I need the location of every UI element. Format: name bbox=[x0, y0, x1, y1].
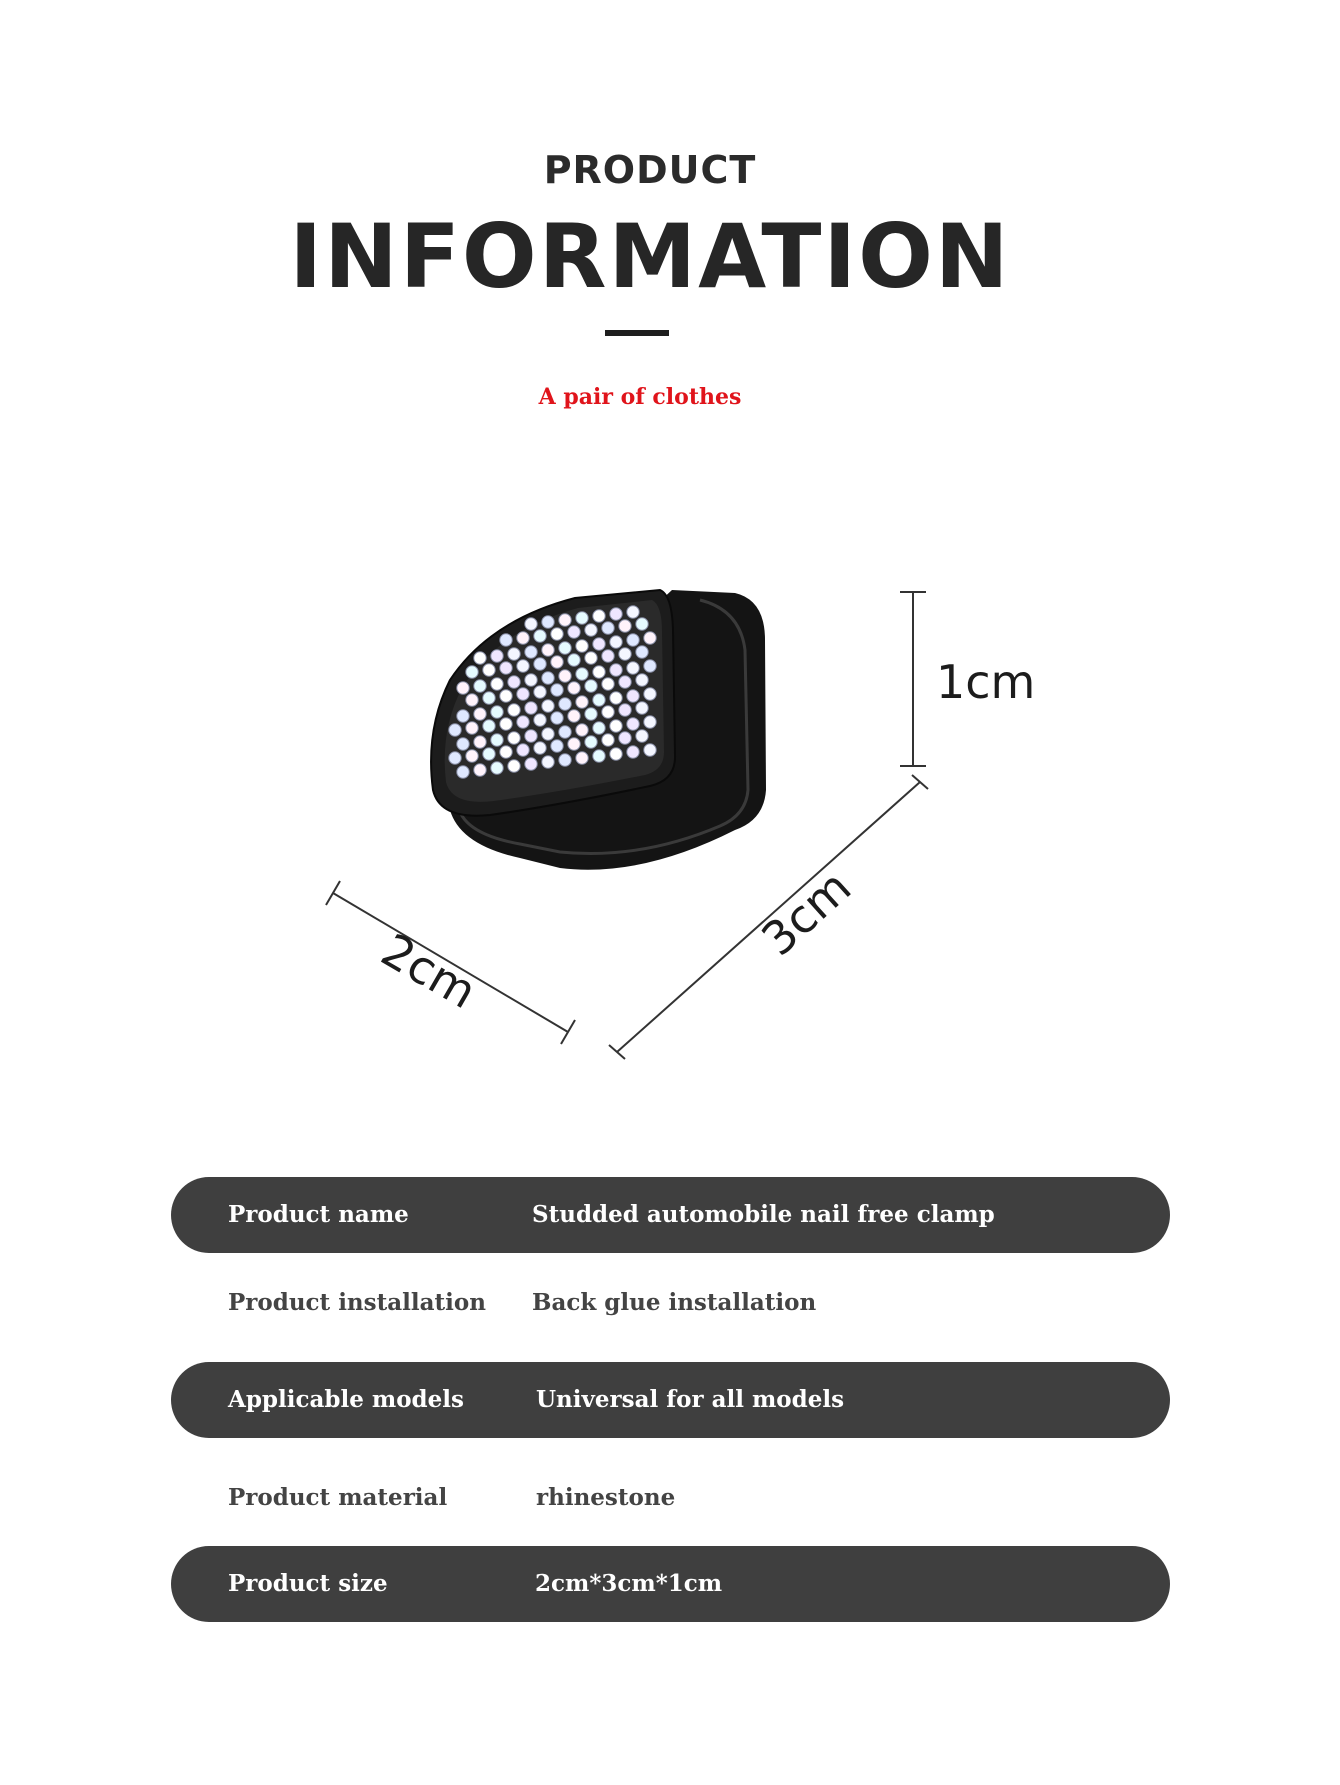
rhinestone bbox=[576, 640, 588, 652]
spec-label: Applicable models bbox=[228, 1386, 464, 1413]
rhinestone bbox=[602, 622, 614, 634]
rhinestone bbox=[559, 642, 571, 654]
heading-information: INFORMATION bbox=[289, 205, 1011, 308]
rhinestone bbox=[576, 612, 588, 624]
rhinestone bbox=[483, 692, 495, 704]
rhinestone bbox=[449, 752, 461, 764]
rhinestone bbox=[644, 632, 656, 644]
rhinestone bbox=[610, 748, 622, 760]
rhinestone bbox=[559, 726, 571, 738]
rhinestone bbox=[559, 754, 571, 766]
rhinestone bbox=[559, 670, 571, 682]
rhinestone bbox=[466, 694, 478, 706]
rhinestone bbox=[551, 656, 563, 668]
rhinestone bbox=[585, 680, 597, 692]
rhinestone bbox=[457, 682, 469, 694]
rhinestone bbox=[525, 702, 537, 714]
rhinestone bbox=[602, 678, 614, 690]
rhinestone bbox=[593, 750, 605, 762]
rhinestone bbox=[500, 690, 512, 702]
rhinestone bbox=[593, 694, 605, 706]
rhinestone bbox=[457, 710, 469, 722]
rhinestone bbox=[542, 644, 554, 656]
rhinestone bbox=[491, 734, 503, 746]
rhinestone bbox=[466, 666, 478, 678]
rhinestone bbox=[517, 744, 529, 756]
rhinestone bbox=[593, 638, 605, 650]
rhinestone bbox=[500, 718, 512, 730]
rhinestone bbox=[517, 660, 529, 672]
heading-divider bbox=[605, 330, 669, 336]
length-label: 3cm bbox=[751, 859, 862, 967]
rhinestone bbox=[568, 626, 580, 638]
spec-label: Product name bbox=[228, 1201, 409, 1228]
rhinestone bbox=[627, 634, 639, 646]
rhinestone bbox=[644, 688, 656, 700]
height-label: 1cm bbox=[936, 655, 1036, 709]
rhinestone bbox=[559, 698, 571, 710]
rhinestone bbox=[619, 732, 631, 744]
spec-row-product-name bbox=[171, 1177, 1170, 1253]
rhinestone bbox=[551, 628, 563, 640]
spec-value: Universal for all models bbox=[536, 1386, 845, 1413]
rhinestone bbox=[508, 704, 520, 716]
rhinestone bbox=[610, 636, 622, 648]
spec-label: Product material bbox=[228, 1484, 448, 1511]
rhinestone bbox=[644, 744, 656, 756]
clip-image bbox=[431, 590, 766, 870]
spec-label: Product size bbox=[228, 1570, 388, 1597]
rhinestone bbox=[602, 734, 614, 746]
rhinestone bbox=[636, 674, 648, 686]
rhinestone bbox=[551, 712, 563, 724]
rhinestone bbox=[602, 706, 614, 718]
rhinestone bbox=[466, 722, 478, 734]
rhinestone bbox=[585, 624, 597, 636]
rhinestone bbox=[457, 766, 469, 778]
rhinestone bbox=[525, 730, 537, 742]
rhinestone bbox=[466, 750, 478, 762]
rhinestone bbox=[619, 676, 631, 688]
rhinestone bbox=[449, 724, 461, 736]
rhinestone bbox=[627, 690, 639, 702]
rhinestone bbox=[576, 752, 588, 764]
rhinestone bbox=[585, 736, 597, 748]
product-figure bbox=[0, 560, 1340, 1080]
rhinestone bbox=[474, 764, 486, 776]
rhinestone bbox=[542, 728, 554, 740]
rhinestone bbox=[610, 692, 622, 704]
rhinestone bbox=[508, 760, 520, 772]
rhinestone bbox=[500, 746, 512, 758]
rhinestone bbox=[517, 632, 529, 644]
rhinestone bbox=[559, 614, 571, 626]
rhinestone bbox=[491, 678, 503, 690]
rhinestone bbox=[593, 722, 605, 734]
rhinestone bbox=[483, 748, 495, 760]
heading-product: PRODUCT bbox=[543, 148, 757, 192]
rhinestone bbox=[585, 652, 597, 664]
rhinestone bbox=[525, 618, 537, 630]
spec-value: 2cm*3cm*1cm bbox=[535, 1570, 723, 1597]
rhinestone bbox=[644, 660, 656, 672]
rhinestone bbox=[534, 630, 546, 642]
rhinestone bbox=[568, 710, 580, 722]
height-dimension bbox=[900, 592, 926, 766]
rhinestone bbox=[483, 720, 495, 732]
rhinestone bbox=[474, 736, 486, 748]
rhinestone bbox=[491, 762, 503, 774]
rhinestone bbox=[483, 664, 495, 676]
rhinestone bbox=[627, 606, 639, 618]
rhinestone bbox=[525, 646, 537, 658]
rhinestone bbox=[551, 684, 563, 696]
rhinestone bbox=[551, 740, 563, 752]
spec-value: rhinestone bbox=[536, 1484, 676, 1511]
rhinestone bbox=[542, 616, 554, 628]
rhinestone bbox=[542, 756, 554, 768]
rhinestone bbox=[636, 646, 648, 658]
spec-row-product-material bbox=[171, 1460, 1170, 1536]
rhinestone bbox=[619, 620, 631, 632]
rhinestone bbox=[534, 714, 546, 726]
subtitle: A pair of clothes bbox=[538, 384, 742, 410]
spec-value: Back glue installation bbox=[532, 1289, 817, 1316]
rhinestone bbox=[610, 608, 622, 620]
rhinestone bbox=[619, 648, 631, 660]
rhinestone bbox=[508, 676, 520, 688]
spec-value: Studded automobile nail free clamp bbox=[532, 1201, 995, 1228]
width-label: 2cm bbox=[372, 922, 486, 1020]
rhinestone bbox=[627, 718, 639, 730]
rhinestone bbox=[636, 702, 648, 714]
rhinestone bbox=[644, 716, 656, 728]
rhinestone bbox=[508, 648, 520, 660]
rhinestone bbox=[500, 634, 512, 646]
rhinestone bbox=[585, 708, 597, 720]
rhinestone bbox=[474, 652, 486, 664]
rhinestone bbox=[491, 706, 503, 718]
rhinestone bbox=[534, 658, 546, 670]
rhinestone bbox=[517, 688, 529, 700]
rhinestone bbox=[542, 700, 554, 712]
rhinestone bbox=[474, 708, 486, 720]
rhinestone bbox=[593, 610, 605, 622]
spec-row-applicable-models bbox=[171, 1362, 1170, 1438]
rhinestone bbox=[525, 674, 537, 686]
rhinestone bbox=[542, 672, 554, 684]
spec-row-product-installation bbox=[171, 1265, 1170, 1341]
rhinestone bbox=[619, 704, 631, 716]
rhinestone bbox=[627, 662, 639, 674]
rhinestone bbox=[500, 662, 512, 674]
rhinestone bbox=[534, 742, 546, 754]
rhinestone bbox=[576, 724, 588, 736]
rhinestone bbox=[636, 730, 648, 742]
rhinestone bbox=[525, 758, 537, 770]
rhinestone bbox=[491, 650, 503, 662]
rhinestone bbox=[593, 666, 605, 678]
rhinestone bbox=[568, 654, 580, 666]
rhinestone bbox=[636, 618, 648, 630]
rhinestone bbox=[627, 746, 639, 758]
rhinestone bbox=[568, 682, 580, 694]
rhinestone bbox=[610, 664, 622, 676]
rhinestone bbox=[508, 732, 520, 744]
rhinestone bbox=[610, 720, 622, 732]
rhinestone bbox=[534, 686, 546, 698]
rhinestone bbox=[457, 738, 469, 750]
rhinestone bbox=[517, 716, 529, 728]
rhinestone bbox=[474, 680, 486, 692]
rhinestone bbox=[576, 668, 588, 680]
spec-label: Product installation bbox=[228, 1289, 486, 1316]
spec-row-product-size bbox=[171, 1546, 1170, 1622]
rhinestone bbox=[576, 696, 588, 708]
rhinestone bbox=[568, 738, 580, 750]
rhinestone bbox=[602, 650, 614, 662]
